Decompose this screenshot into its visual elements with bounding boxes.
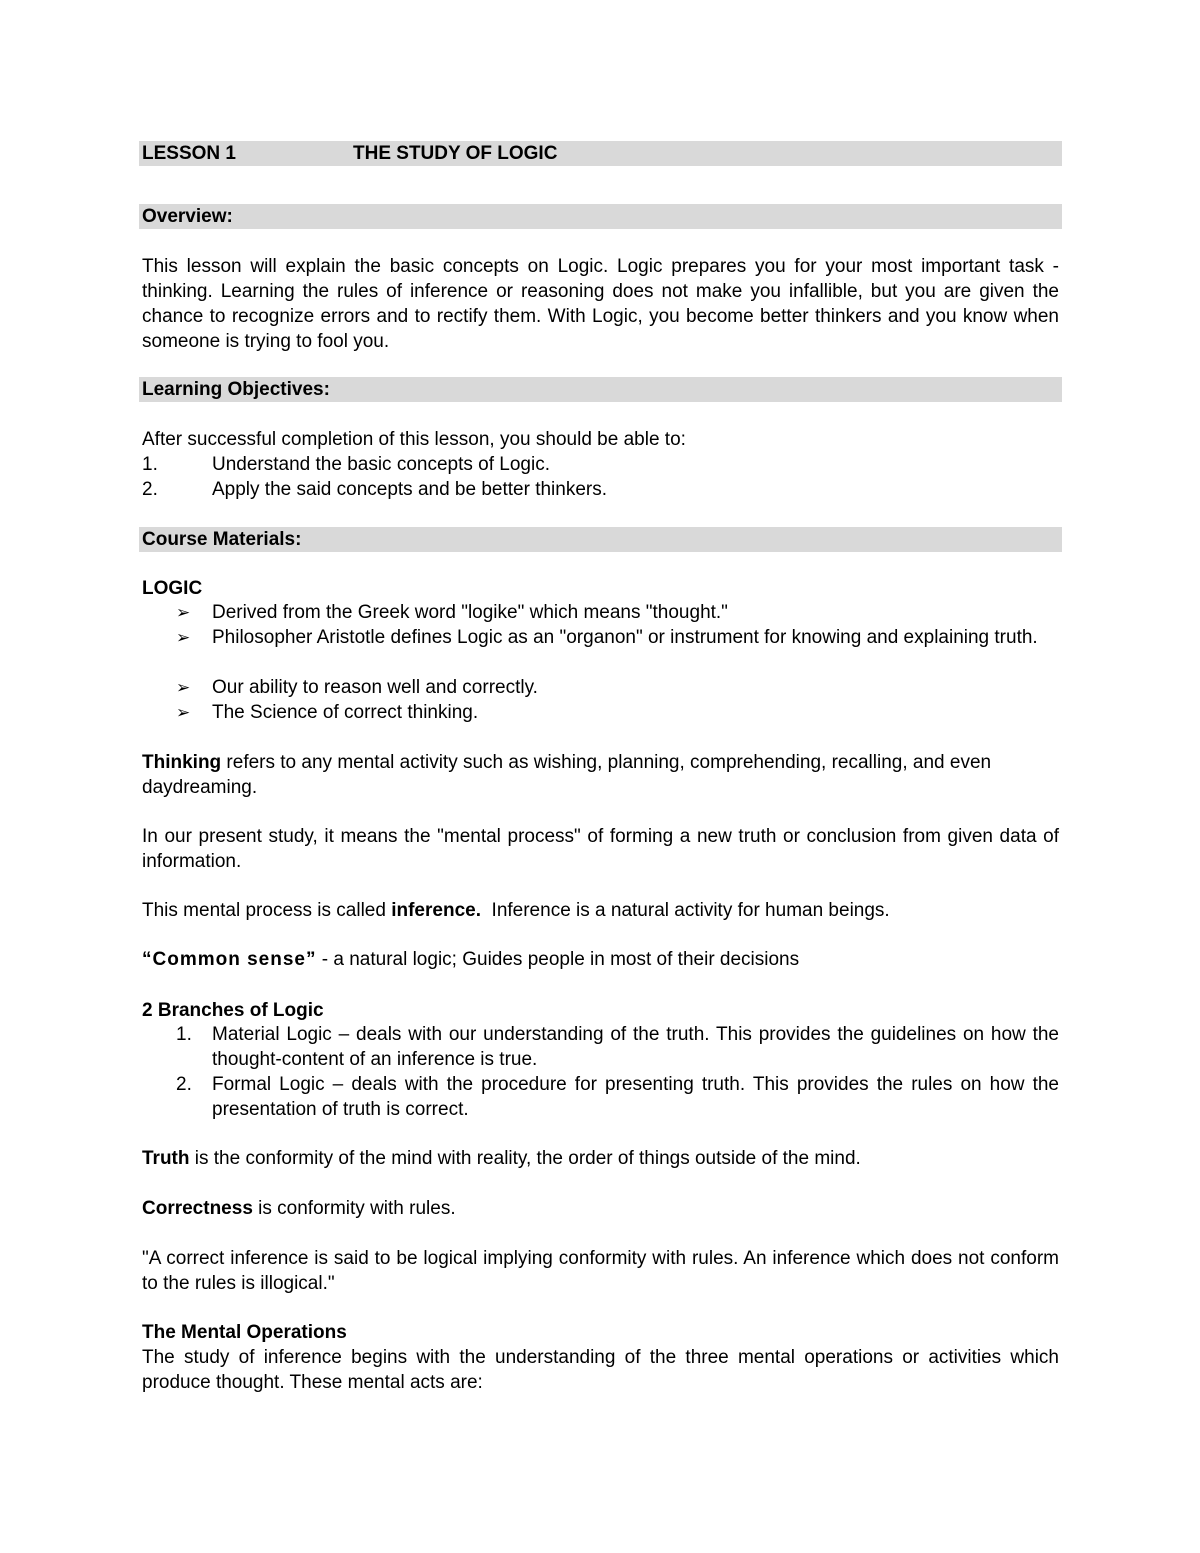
- logic-heading: LOGIC: [142, 578, 203, 599]
- correctness-definition: is conformity with rules.: [252, 1198, 456, 1219]
- objective-number: 1.: [142, 454, 158, 475]
- branch-number: 2.: [176, 1074, 192, 1095]
- branches-heading: 2 Branches of Logic: [142, 1000, 324, 1021]
- logical-quote: "A correct inference is said to be logical implying conformity with rules. An inference which does not conform to the rules is illogical.": [142, 1248, 1059, 1294]
- truth-paragraph: [142, 1146, 1059, 1171]
- mental-operations-heading: The Mental Operations: [142, 1322, 347, 1343]
- inference-lead: This mental process is called: [142, 900, 392, 921]
- objectives-heading: Learning Objectives:: [139, 377, 1062, 402]
- arrow-bullet-icon: ➢: [176, 678, 191, 697]
- thinking-term: Thinking: [142, 752, 222, 773]
- truth-term: Truth: [142, 1148, 190, 1169]
- objective-text: Apply the said concepts and be better thinkers.: [212, 479, 608, 500]
- thinking-paragraph: [142, 750, 1059, 800]
- common-sense-term: “Common sense”: [142, 949, 317, 970]
- arrow-bullet-icon: ➢: [176, 603, 191, 622]
- objective-text: Understand the basic concepts of Logic.: [212, 454, 550, 475]
- correctness-term: Correctness: [142, 1198, 253, 1219]
- branch-text: Formal Logic – deals with the procedure for presenting truth. This provides the rules on how the presentation of truth is correct.: [212, 1074, 1059, 1120]
- arrow-bullet-icon: ➢: [176, 628, 191, 647]
- objective-number: 2.: [142, 479, 158, 500]
- lesson-header-bar: [139, 141, 1062, 166]
- logic-bullet-text: Our ability to reason well and correctly.: [212, 677, 538, 698]
- common-sense-definition: - a natural logic; Guides people in most of their decisions: [316, 949, 800, 970]
- mental-operations-text: The study of inference begins with the understanding of the three mental operations or activities which produce thought. These mental acts are:: [142, 1347, 1059, 1393]
- correctness-paragraph: [142, 1196, 1059, 1221]
- lesson-title: THE STUDY OF LOGIC: [353, 143, 558, 164]
- logic-bullet-text: Derived from the Greek word "logike" which means "thought.": [212, 602, 728, 623]
- branch-number: 1.: [176, 1024, 192, 1045]
- overview-text: This lesson will explain the basic concepts on Logic. Logic prepares you for your most important task - thinking. Learning the rules of inference or reasoning does not make you infallible, but you are given the chance to recognize errors and to rectify them. With Logic, you become better thinkers and you know when someone is trying to fool you.: [142, 256, 1059, 352]
- lesson-number: LESSON 1: [142, 143, 236, 164]
- present-study-paragraph: In our present study, it means the "mental process" of forming a new truth or conclusion from given data of information.: [142, 826, 1059, 872]
- common-sense-paragraph: [142, 947, 1059, 972]
- arrow-bullet-icon: ➢: [176, 703, 191, 722]
- logic-bullet-text: The Science of correct thinking.: [212, 702, 479, 723]
- inference-term: inference.: [391, 900, 481, 921]
- objectives-intro: After successful completion of this lesson, you should be able to:: [142, 429, 686, 450]
- logic-bullet-text: Philosopher Aristotle defines Logic as an "organon" or instrument for knowing and explaining truth.: [212, 627, 1038, 648]
- thinking-definition: refers to any mental activity such as wishing, planning, comprehending, recalling, and even daydreaming.: [142, 752, 992, 798]
- inference-rest: Inference is a natural activity for human beings.: [480, 900, 890, 921]
- overview-heading: Overview:: [139, 204, 1062, 229]
- truth-definition: is the conformity of the mind with reality, the order of things outside of the mind.: [189, 1148, 861, 1169]
- branch-text: Material Logic – deals with our understanding of the truth. This provides the guidelines on how the thought-content of an inference is true.: [212, 1024, 1059, 1070]
- inference-paragraph: [142, 898, 1059, 923]
- materials-heading: Course Materials:: [139, 527, 1062, 552]
